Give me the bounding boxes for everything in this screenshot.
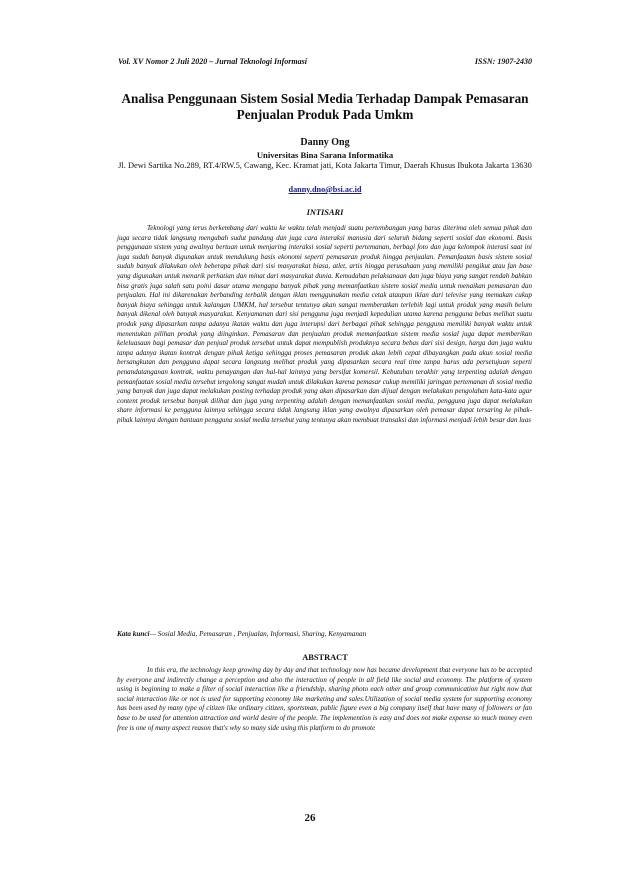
journal-issn: ISSN: 1907-2430 (474, 57, 532, 66)
intisari-heading: INTISARI (306, 208, 344, 217)
paper-title: Analisa Penggunaan Sistem Sosial Media Terhadap Dampak Pemasaran Penjualan Produk Pada Umkm (121, 91, 529, 122)
abstract-heading: ABSTRACT (302, 653, 348, 662)
abstract-body: In this era, the technology keep growing day by day and that technology now has became development that everyone has to be accepted by everyone and indirectly change a perception and also the interaction of people in all field like social and economy. The platform of system using is beginning to make a filter of social interaction like a friendship, sharing photo each other and group communication but right now that social interaction like or not is used for supporting economy like marketing and sales.Utilization of social media system for supporting economy has been used by many type of citizen like ordinary citizen, sportsman, public figure even a big company itself that have many of followers or fan base to be used for attention attraction and world desire of the people. The implemention is easy and does not make expense so much money even free is one of many aspect reason that's why so many side using this platform to do promote (117, 666, 532, 732)
author-address: Jl. Dewi Sartika No.289, RT.4/RW.5, Cawang, Kec. Kramat jati, Kota Jakarta Timur, Daerah Khusus Ibukota Jakarta 13630 (118, 161, 532, 170)
keywords-line (117, 630, 532, 638)
keywords-list: — Sosial Media, Pemasaran , Penjualan, Informasi, Sharing, Kenyamanan (149, 630, 367, 638)
author-email-link[interactable]: danny.dno@bsi.ac.id (288, 185, 362, 194)
intisari-body: Teknologi yang terus berkembang dari waktu ke waktu telah menjadi suatu pertembangan yang harus diterima oleh semua pihak dan juga secara tidak langsung mengubah sudut pandang dan juga cara interaksi manusia dari seluruh bidang seperti sosial dan ekonomi. Basis penggunaan sistem yang awalnya bertuan untuk menjaring interaksi sosial seperti pertemanan, berbagi foto dan juga kelompok interasi saat ini juga sudah banyak digunakan untuk mendukung basis ekonomi seperti pemasaran produk hingga penjualan. Pemanfaatan basis sistem sosial sudah banyak dilakukan oleh beberapa pihak dari sisi masyarakat biasa, atlet, artis hingga perusahaan yang memiliki pengikut atau fan base yang digunakan untuk menarik perhatian dan minat dari masyarakat dunia. Kemudahan pelaksanaan dan juga biaya yang sangat rendah bahkan bisa gratis juga salah satu poini dasar utama mengapa banyak pihak yang memanfaatkan sistem sosial media untuk menaikan pemasaran dan penjualan. Hal ini dikarenakan berbanding terbalik dengan iklan menggunakan media cetak ataupun iklan dari televise yang memakan cukup banyak biaya sehingga untuk kalangan UMKM, hal tersebut tentunya akan sangat memberatkan terlebih lagi untuk produk yang masih belum banyak dikenal oleh banyak masyarakat. Kenyamanan dari sisi pengguna juga menjadi kepedulian utama karena pengguna bebas melihat suatu produk yang dipasarkan tanpa adanya ikatan waktu dan juga interupsi dari berbagai pihak sehingga pengguna memiliki banyak waktu untuk menentukan pilihan produk yang diinginkan. Pemasaran dan penjualan produk memanfaatkan sistem media sosial juga dapat memberikan keleluasaan bagi pemasar dan penjual produk tersebut untuk dapat mempublish produknya secara bebas dari sisi design, harga dan juga waktu tanpa adanya ikatan kontrak dengan pihak ketiga sehingga proses pemasaran produk akan lebih cepat dibayangkan pada akun sosial media bersangkutan dan pengguna dapat secara langsung melihat produk yang dipasarkan secara real time tanpa harus ada persetujuan seperti penandatanganan kontrak, waktu penayangan dan hal-hal lainnya yang bersifat komersil. Kebutuhan terakhir yang terpenting adalah dengan pemanfaatan sosial media tersebut tergolong sangat mudah untuk dilakukan karena pemasar cukup memiliki jaringan pertemanan di sosial media yang banyak dan juga dapat melakukan posting terhadap produk yang akan dipasarkan dan dijual dengan melakukan pengolahan kata-kata agar content produk tersebut banyak dilihat dan juga yang terpenting adalah dengan memanfaatkan sosial media, pengguna juga dapat melakukan share informasi ke pengguna lainnya sehingga secara tidak langsung iklan yang awalnya dipasarkan oleh pemasar dapat tersaring ke pihak-pihak lainnya dengan bantuan pengguna sosial media tersebut yang tentunya akan membuat transaksi dan informasi menjadi lebih besar dan luas (117, 224, 532, 424)
author-affiliation: Universitas Bina Sarana Informatika (256, 150, 394, 160)
author-name: Danny Ong (300, 137, 350, 148)
keywords-label: Kata kunci (117, 630, 150, 638)
page-number: 26 (304, 812, 316, 824)
journal-volume-info: Vol. XV Nomor 2 Juli 2020 – Jurnal Teknologi Informasi (118, 57, 307, 66)
